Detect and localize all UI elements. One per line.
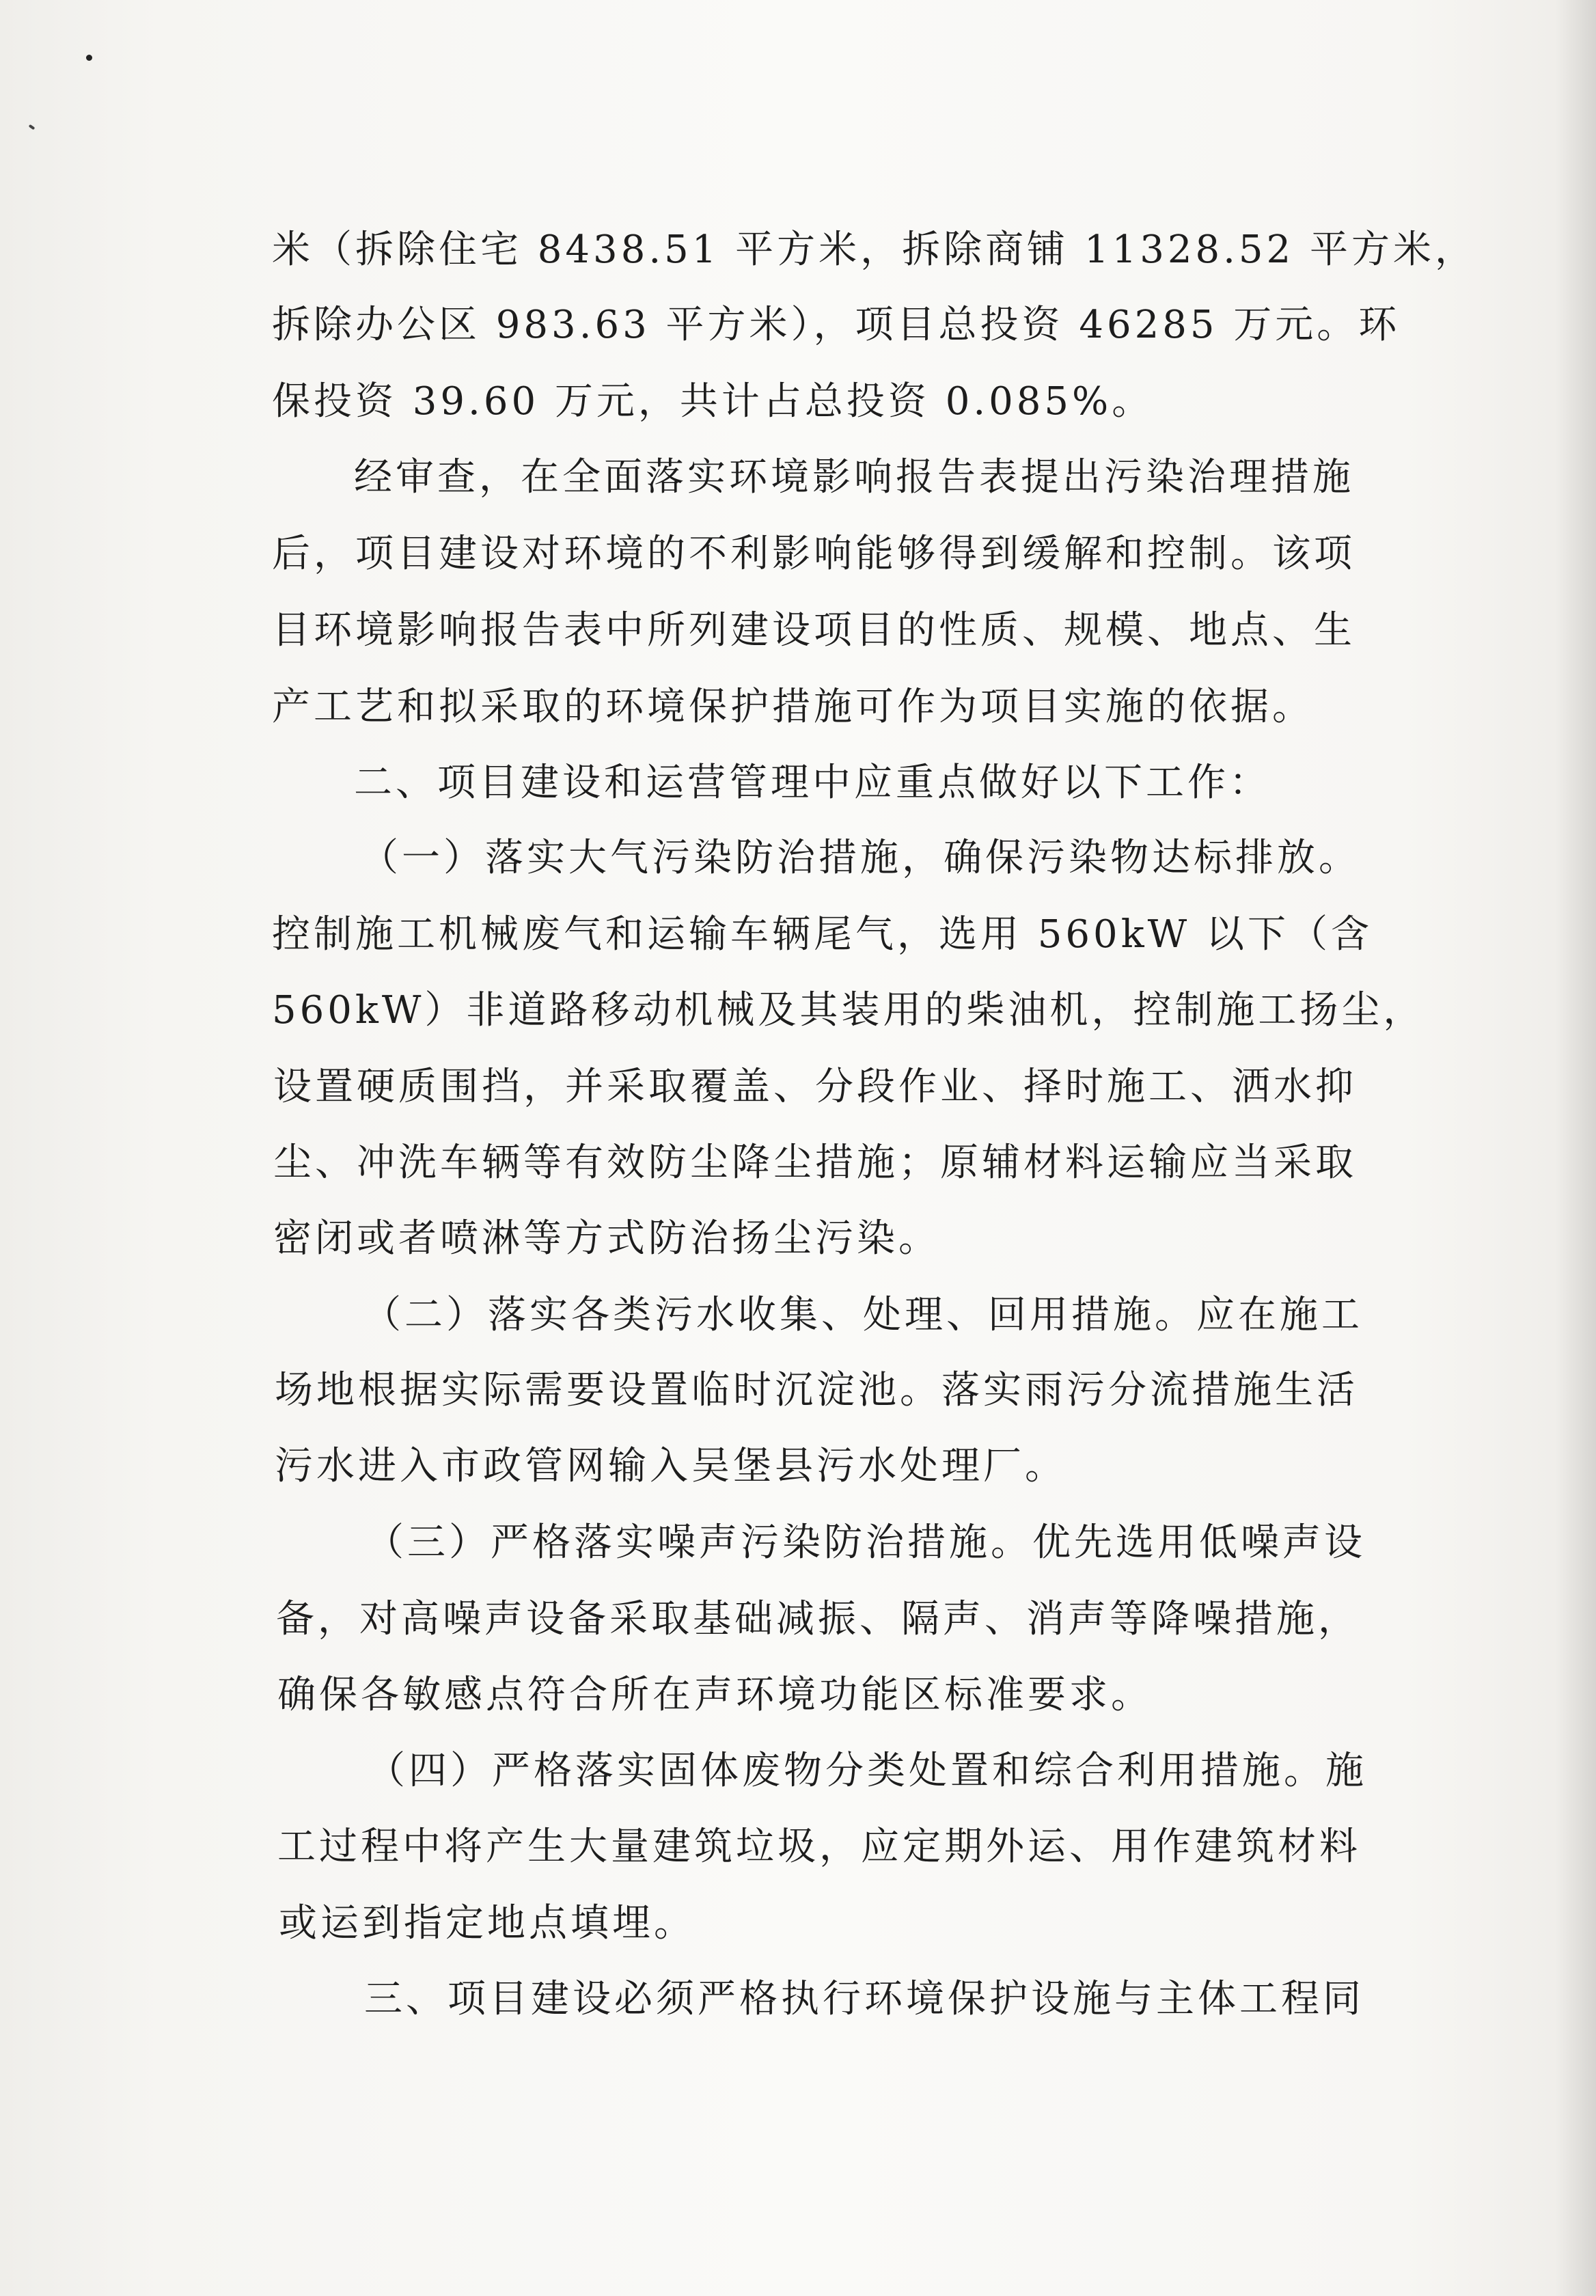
text-line: 或运到指定地点填埋。 (279, 1901, 696, 1945)
text-line: 污水进入市政管网输入吴堡县污水处理厂。 (275, 1444, 1067, 1488)
text-line: 经审查，在全面落实环境影响报告表提出污染治理措施 (354, 455, 1354, 500)
text-line: （三）严格落实噪声污染防治措施。优先选用低噪声设 (366, 1520, 1366, 1565)
text-line: 工过程中将产生大量建筑垃圾，应定期外运、用作建筑材料 (277, 1824, 1361, 1869)
text-line: 设置硬质围挡，并采取覆盖、分段作业、择时施工、洒水抑 (273, 1065, 1357, 1109)
text-line: （二）落实各类污水收集、处理、回用措施。应在施工 (363, 1293, 1363, 1337)
text-line: 产工艺和拟采取的环境保护措施可作为项目实施的依据。 (272, 685, 1314, 729)
text-line: 备，对高噪声设备采取基础减振、隔声、消声等降噪措施， (276, 1597, 1360, 1641)
text-line: 二、项目建设和运营管理中应重点做好以下工作： (354, 761, 1271, 805)
ink-speck (29, 124, 36, 130)
text-line: 控制施工机械废气和运输车辆尾气，选用 560kW 以下（含 (272, 912, 1373, 957)
text-line: 拆除办公区 983.63 平方米），项目总投资 46285 万元。环 (272, 303, 1401, 347)
text-line: 确保各敏感点符合所在声环境功能区标准要求。 (277, 1673, 1153, 1717)
text-line: 三、项目建设必须严格执行环境保护设施与主体工程同 (364, 1977, 1364, 2021)
text-line: 目环境影响报告表中所列建设项目的性质、规模、地点、生 (272, 608, 1356, 653)
text-line: 560kW）非道路移动机械及其装用的柴油机，控制施工扬尘， (272, 988, 1425, 1033)
text-line: 场地根据实际需要设置临时沉淀池。落实雨污分流措施生活 (275, 1368, 1358, 1412)
ink-speck (86, 55, 92, 61)
text-line: 米（拆除住宅 8438.51 平方米，拆除商铺 11328.52 平方米， (272, 228, 1476, 272)
text-line: （一）落实大气污染防治措施，确保污染物达标排放。 (360, 836, 1360, 880)
text-line: 保投资 39.60 万元，共计占总投资 0.085%。 (272, 379, 1154, 424)
text-line: 尘、冲洗车辆等有效防尘降尘措施；原辅材料运输应当采取 (273, 1140, 1357, 1185)
page-edge-shadow (1555, 0, 1596, 2296)
text-line: （四）严格落实固体废物分类处置和综合利用措施。施 (367, 1749, 1367, 1793)
text-line: 后，项目建设对环境的不利影响能够得到缓解和控制。该项 (272, 532, 1356, 576)
text-line: 密闭或者喷淋等方式防治扬尘污染。 (273, 1216, 940, 1261)
